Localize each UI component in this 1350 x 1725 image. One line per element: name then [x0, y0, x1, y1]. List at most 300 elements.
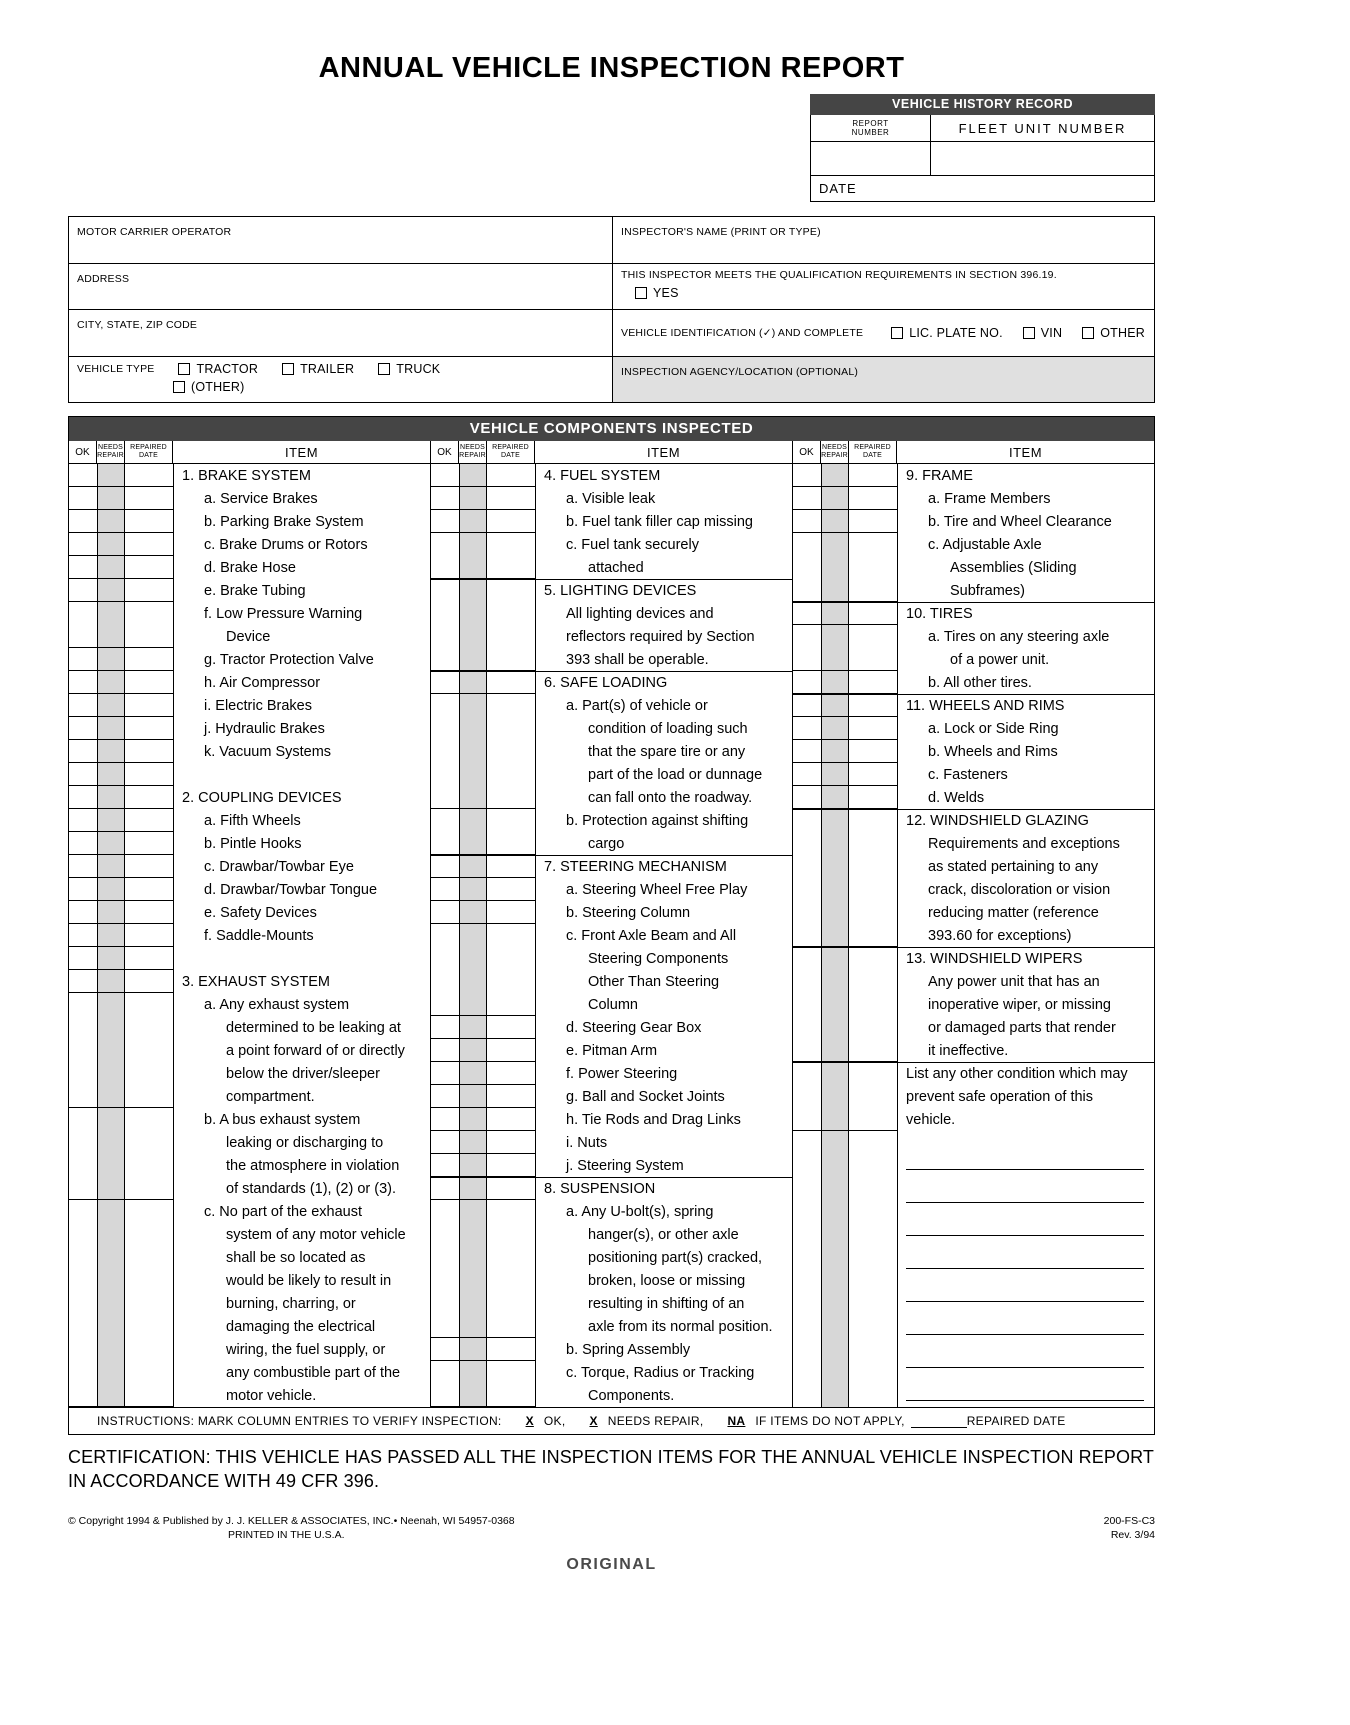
- repaired-date-cell[interactable]: [487, 809, 535, 832]
- needs-repair-cell[interactable]: [97, 901, 125, 924]
- ok-cell[interactable]: [431, 1223, 459, 1246]
- tractor-checkbox[interactable]: [178, 362, 258, 376]
- repaired-date-cell[interactable]: [849, 1063, 897, 1085]
- needs-repair-cell[interactable]: [97, 1292, 125, 1315]
- needs-repair-cell[interactable]: [459, 993, 487, 1016]
- ok-cell[interactable]: [431, 809, 459, 832]
- ok-cell[interactable]: [69, 1108, 97, 1131]
- needs-repair-cell[interactable]: [821, 579, 849, 602]
- needs-repair-cell[interactable]: [459, 1131, 487, 1154]
- repaired-date-cell[interactable]: [849, 832, 897, 855]
- ok-cell[interactable]: [431, 1178, 459, 1200]
- ok-cell[interactable]: [69, 1062, 97, 1085]
- repaired-date-cell[interactable]: [487, 1292, 535, 1315]
- ok-cell[interactable]: [431, 510, 459, 533]
- needs-repair-cell[interactable]: [459, 510, 487, 533]
- ok-cell[interactable]: [69, 556, 97, 579]
- ok-cell[interactable]: [793, 924, 821, 947]
- ok-cell[interactable]: [69, 671, 97, 694]
- needs-repair-cell[interactable]: [459, 740, 487, 763]
- ok-cell[interactable]: [431, 901, 459, 924]
- needs-repair-cell[interactable]: [97, 1384, 125, 1407]
- write-in-line[interactable]: [906, 1170, 1144, 1203]
- needs-repair-cell[interactable]: [821, 901, 849, 924]
- repaired-date-cell[interactable]: [125, 556, 173, 579]
- truck-checkbox[interactable]: [378, 362, 440, 376]
- repaired-date-cell[interactable]: [125, 717, 173, 740]
- repaired-date-cell[interactable]: [849, 579, 897, 602]
- needs-repair-cell[interactable]: [821, 855, 849, 878]
- needs-repair-cell[interactable]: [459, 1062, 487, 1085]
- needs-repair-cell[interactable]: [97, 832, 125, 855]
- ok-cell[interactable]: [69, 1200, 97, 1223]
- ok-cell[interactable]: [69, 625, 97, 648]
- repaired-date-cell[interactable]: [849, 464, 897, 487]
- ok-cell[interactable]: [793, 579, 821, 602]
- repaired-date-cell[interactable]: [849, 603, 897, 625]
- repaired-date-cell[interactable]: [125, 855, 173, 878]
- ok-cell[interactable]: [431, 717, 459, 740]
- repaired-date-cell[interactable]: [487, 1108, 535, 1131]
- needs-repair-cell[interactable]: [821, 740, 849, 763]
- needs-repair-cell[interactable]: [459, 1016, 487, 1039]
- ok-cell[interactable]: [69, 901, 97, 924]
- needs-repair-cell[interactable]: [821, 832, 849, 855]
- ok-cell[interactable]: [793, 993, 821, 1016]
- needs-repair-cell[interactable]: [459, 1200, 487, 1223]
- repaired-date-cell[interactable]: [125, 1292, 173, 1315]
- needs-repair-cell[interactable]: [821, 510, 849, 533]
- ok-cell[interactable]: [431, 1039, 459, 1062]
- repaired-date-cell[interactable]: [487, 556, 535, 579]
- needs-repair-cell[interactable]: [821, 1131, 849, 1407]
- repaired-date-cell[interactable]: [849, 556, 897, 579]
- needs-repair-cell[interactable]: [97, 487, 125, 510]
- repaired-date-cell[interactable]: [487, 786, 535, 809]
- needs-repair-cell[interactable]: [459, 809, 487, 832]
- repaired-date-cell[interactable]: [125, 878, 173, 901]
- repaired-date-cell[interactable]: [125, 1315, 173, 1338]
- ok-cell[interactable]: [793, 763, 821, 786]
- ok-cell[interactable]: [431, 993, 459, 1016]
- ok-cell[interactable]: [431, 970, 459, 993]
- ok-cell[interactable]: [69, 1315, 97, 1338]
- needs-repair-cell[interactable]: [97, 786, 125, 809]
- needs-repair-cell[interactable]: [821, 625, 849, 648]
- ok-cell[interactable]: [793, 970, 821, 993]
- repaired-date-cell[interactable]: [487, 1361, 535, 1384]
- ok-cell[interactable]: [69, 855, 97, 878]
- needs-repair-cell[interactable]: [459, 856, 487, 878]
- ok-cell[interactable]: [793, 717, 821, 740]
- needs-repair-cell[interactable]: [459, 924, 487, 947]
- repaired-date-cell[interactable]: [487, 1269, 535, 1292]
- repaired-date-cell[interactable]: [125, 809, 173, 832]
- repaired-date-cell[interactable]: [487, 533, 535, 556]
- ok-cell[interactable]: [431, 763, 459, 786]
- repaired-date-cell[interactable]: [487, 1338, 535, 1361]
- repaired-date-cell[interactable]: [849, 786, 897, 809]
- needs-repair-cell[interactable]: [459, 901, 487, 924]
- ok-cell[interactable]: [431, 1361, 459, 1384]
- repaired-date-cell[interactable]: [125, 671, 173, 694]
- ok-cell[interactable]: [431, 1269, 459, 1292]
- ok-cell[interactable]: [431, 1292, 459, 1315]
- repaired-date-cell[interactable]: [125, 1154, 173, 1177]
- ok-cell[interactable]: [69, 924, 97, 947]
- repaired-date-cell[interactable]: [487, 672, 535, 694]
- needs-repair-cell[interactable]: [97, 1154, 125, 1177]
- needs-repair-cell[interactable]: [459, 1384, 487, 1407]
- ok-cell[interactable]: [69, 878, 97, 901]
- ok-cell[interactable]: [431, 856, 459, 878]
- repaired-date-cell[interactable]: [487, 1154, 535, 1177]
- needs-repair-cell[interactable]: [97, 878, 125, 901]
- ok-cell[interactable]: [431, 924, 459, 947]
- repaired-date-cell[interactable]: [125, 740, 173, 763]
- repaired-date-cell[interactable]: [125, 970, 173, 993]
- ok-cell[interactable]: [69, 602, 97, 625]
- repaired-date-cell[interactable]: [125, 1062, 173, 1085]
- repaired-date-cell[interactable]: [849, 695, 897, 717]
- repaired-date-cell[interactable]: [487, 1315, 535, 1338]
- repaired-date-cell[interactable]: [125, 648, 173, 671]
- repaired-date-cell[interactable]: [487, 970, 535, 993]
- repaired-date-cell[interactable]: [849, 648, 897, 671]
- repaired-date-cell[interactable]: [849, 671, 897, 694]
- ok-cell[interactable]: [431, 580, 459, 602]
- needs-repair-cell[interactable]: [459, 1085, 487, 1108]
- repaired-date-cell[interactable]: [487, 878, 535, 901]
- ok-cell[interactable]: [793, 1108, 821, 1131]
- needs-repair-cell[interactable]: [97, 579, 125, 602]
- repaired-date-cell[interactable]: [487, 648, 535, 671]
- write-in-line[interactable]: [906, 1203, 1144, 1236]
- ok-cell[interactable]: [431, 1108, 459, 1131]
- needs-repair-cell[interactable]: [821, 648, 849, 671]
- other-type-checkbox[interactable]: [173, 380, 244, 394]
- needs-repair-cell[interactable]: [459, 625, 487, 648]
- repaired-date-cell[interactable]: [849, 855, 897, 878]
- lic-plate-checkbox[interactable]: [891, 326, 1003, 340]
- ok-cell[interactable]: [431, 625, 459, 648]
- repaired-date-cell[interactable]: [487, 924, 535, 947]
- ok-cell[interactable]: [793, 556, 821, 579]
- write-in-line[interactable]: [906, 1236, 1144, 1269]
- repaired-date-cell[interactable]: [125, 1246, 173, 1269]
- ok-cell[interactable]: [431, 1016, 459, 1039]
- needs-repair-cell[interactable]: [459, 1246, 487, 1269]
- needs-repair-cell[interactable]: [821, 948, 849, 970]
- needs-repair-cell[interactable]: [821, 533, 849, 556]
- ok-cell[interactable]: [431, 1154, 459, 1177]
- ok-cell[interactable]: [69, 740, 97, 763]
- write-in-line[interactable]: [906, 1335, 1144, 1368]
- address-field[interactable]: [69, 264, 613, 310]
- needs-repair-cell[interactable]: [459, 1361, 487, 1384]
- ok-cell[interactable]: [793, 464, 821, 487]
- repaired-date-cell[interactable]: [849, 1085, 897, 1108]
- repaired-date-cell[interactable]: [125, 1131, 173, 1154]
- ok-cell[interactable]: [793, 1039, 821, 1062]
- city-state-zip-field[interactable]: [69, 310, 613, 357]
- repaired-date-cell[interactable]: [125, 924, 173, 947]
- repaired-date-cell[interactable]: [125, 1384, 173, 1407]
- repaired-date-cell[interactable]: [849, 901, 897, 924]
- ok-cell[interactable]: [431, 487, 459, 510]
- needs-repair-cell[interactable]: [97, 510, 125, 533]
- repaired-date-cell[interactable]: [487, 1223, 535, 1246]
- ok-cell[interactable]: [69, 510, 97, 533]
- needs-repair-cell[interactable]: [97, 556, 125, 579]
- repaired-date-cell[interactable]: [487, 901, 535, 924]
- repaired-date-cell[interactable]: [487, 1039, 535, 1062]
- repaired-date-cell[interactable]: [125, 763, 173, 786]
- ok-cell[interactable]: [69, 694, 97, 717]
- needs-repair-cell[interactable]: [821, 1039, 849, 1062]
- repaired-date-cell[interactable]: [125, 1177, 173, 1200]
- ok-cell[interactable]: [69, 1384, 97, 1407]
- repaired-date-cell[interactable]: [849, 1039, 897, 1062]
- needs-repair-cell[interactable]: [97, 1338, 125, 1361]
- needs-repair-cell[interactable]: [459, 717, 487, 740]
- needs-repair-cell[interactable]: [97, 855, 125, 878]
- ok-cell[interactable]: [793, 625, 821, 648]
- needs-repair-cell[interactable]: [459, 1154, 487, 1177]
- needs-repair-cell[interactable]: [459, 1223, 487, 1246]
- needs-repair-cell[interactable]: [97, 1039, 125, 1062]
- ok-cell[interactable]: [69, 786, 97, 809]
- needs-repair-cell[interactable]: [459, 763, 487, 786]
- repaired-date-cell[interactable]: [487, 1246, 535, 1269]
- repaired-date-cell[interactable]: [125, 1085, 173, 1108]
- needs-repair-cell[interactable]: [459, 1338, 487, 1361]
- repaired-date-cell[interactable]: [849, 878, 897, 901]
- repaired-date-cell[interactable]: [487, 717, 535, 740]
- needs-repair-cell[interactable]: [459, 487, 487, 510]
- ok-cell[interactable]: [431, 672, 459, 694]
- vin-checkbox[interactable]: [1023, 326, 1062, 340]
- repaired-date-cell[interactable]: [849, 1016, 897, 1039]
- write-in-line[interactable]: [906, 1269, 1144, 1302]
- repaired-date-cell[interactable]: [125, 1361, 173, 1384]
- repaired-date-cell[interactable]: [849, 993, 897, 1016]
- repaired-date-cell[interactable]: [849, 533, 897, 556]
- needs-repair-cell[interactable]: [821, 671, 849, 694]
- ok-cell[interactable]: [69, 464, 97, 487]
- repaired-date-cell[interactable]: [125, 1223, 173, 1246]
- needs-repair-cell[interactable]: [821, 810, 849, 832]
- repaired-date-cell[interactable]: [487, 1200, 535, 1223]
- ok-cell[interactable]: [69, 1154, 97, 1177]
- repaired-date-cell[interactable]: [849, 717, 897, 740]
- needs-repair-cell[interactable]: [97, 464, 125, 487]
- needs-repair-cell[interactable]: [97, 1062, 125, 1085]
- ok-cell[interactable]: [69, 717, 97, 740]
- ok-cell[interactable]: [431, 832, 459, 855]
- repaired-date-cell[interactable]: [487, 1178, 535, 1200]
- needs-repair-cell[interactable]: [459, 556, 487, 579]
- repaired-date-cell[interactable]: [125, 602, 173, 625]
- needs-repair-cell[interactable]: [97, 717, 125, 740]
- repaired-date-cell[interactable]: [125, 487, 173, 510]
- needs-repair-cell[interactable]: [97, 924, 125, 947]
- ok-cell[interactable]: [431, 740, 459, 763]
- ok-cell[interactable]: [431, 1085, 459, 1108]
- write-in-line[interactable]: [906, 1137, 1144, 1170]
- needs-repair-cell[interactable]: [459, 832, 487, 855]
- needs-repair-cell[interactable]: [821, 924, 849, 947]
- ok-cell[interactable]: [793, 878, 821, 901]
- repaired-date-cell[interactable]: [849, 1131, 897, 1407]
- repaired-date-cell[interactable]: [487, 740, 535, 763]
- needs-repair-cell[interactable]: [459, 672, 487, 694]
- ok-cell[interactable]: [69, 1016, 97, 1039]
- needs-repair-cell[interactable]: [97, 1177, 125, 1200]
- repaired-date-cell[interactable]: [487, 1085, 535, 1108]
- needs-repair-cell[interactable]: [459, 533, 487, 556]
- needs-repair-cell[interactable]: [821, 695, 849, 717]
- repaired-date-cell[interactable]: [125, 993, 173, 1016]
- needs-repair-cell[interactable]: [459, 1178, 487, 1200]
- repaired-date-cell[interactable]: [125, 1108, 173, 1131]
- ok-cell[interactable]: [793, 855, 821, 878]
- repaired-date-cell[interactable]: [125, 1269, 173, 1292]
- ok-cell[interactable]: [431, 947, 459, 970]
- ok-cell[interactable]: [793, 648, 821, 671]
- motor-carrier-field[interactable]: [69, 217, 613, 264]
- needs-repair-cell[interactable]: [821, 763, 849, 786]
- repaired-date-cell[interactable]: [849, 970, 897, 993]
- needs-repair-cell[interactable]: [97, 1200, 125, 1223]
- ok-cell[interactable]: [69, 970, 97, 993]
- date-field[interactable]: [857, 176, 1154, 201]
- needs-repair-cell[interactable]: [97, 993, 125, 1016]
- ok-cell[interactable]: [431, 694, 459, 717]
- repaired-date-cell[interactable]: [849, 763, 897, 786]
- repaired-date-cell[interactable]: [487, 1062, 535, 1085]
- needs-repair-cell[interactable]: [97, 763, 125, 786]
- ok-cell[interactable]: [69, 1177, 97, 1200]
- needs-repair-cell[interactable]: [97, 648, 125, 671]
- repaired-date-cell[interactable]: [125, 1016, 173, 1039]
- needs-repair-cell[interactable]: [97, 1246, 125, 1269]
- ok-cell[interactable]: [69, 1361, 97, 1384]
- ok-cell[interactable]: [69, 533, 97, 556]
- ok-cell[interactable]: [793, 533, 821, 556]
- needs-repair-cell[interactable]: [97, 1361, 125, 1384]
- repaired-date-cell[interactable]: [487, 993, 535, 1016]
- ok-cell[interactable]: [69, 947, 97, 970]
- needs-repair-cell[interactable]: [821, 464, 849, 487]
- repaired-date-cell[interactable]: [125, 464, 173, 487]
- needs-repair-cell[interactable]: [97, 970, 125, 993]
- needs-repair-cell[interactable]: [459, 1269, 487, 1292]
- repaired-date-cell[interactable]: [487, 694, 535, 717]
- needs-repair-cell[interactable]: [821, 717, 849, 740]
- ok-cell[interactable]: [69, 1292, 97, 1315]
- repaired-date-cell[interactable]: [487, 580, 535, 602]
- repaired-date-cell[interactable]: [487, 763, 535, 786]
- ok-cell[interactable]: [69, 648, 97, 671]
- repaired-date-cell[interactable]: [849, 810, 897, 832]
- needs-repair-cell[interactable]: [459, 648, 487, 671]
- needs-repair-cell[interactable]: [97, 671, 125, 694]
- ok-cell[interactable]: [69, 763, 97, 786]
- ok-cell[interactable]: [793, 832, 821, 855]
- needs-repair-cell[interactable]: [97, 809, 125, 832]
- repaired-date-cell[interactable]: [487, 856, 535, 878]
- ok-cell[interactable]: [69, 1223, 97, 1246]
- needs-repair-cell[interactable]: [97, 1223, 125, 1246]
- ok-cell[interactable]: [431, 1200, 459, 1223]
- repaired-date-cell[interactable]: [125, 533, 173, 556]
- needs-repair-cell[interactable]: [821, 1108, 849, 1131]
- trailer-checkbox[interactable]: [282, 362, 354, 376]
- ok-cell[interactable]: [69, 1039, 97, 1062]
- inspection-agency-field[interactable]: [613, 357, 1154, 402]
- report-number-field[interactable]: [811, 142, 930, 175]
- repaired-date-cell[interactable]: [849, 740, 897, 763]
- ok-cell[interactable]: [793, 786, 821, 809]
- repaired-date-cell[interactable]: [849, 1108, 897, 1131]
- ok-cell[interactable]: [69, 993, 97, 1016]
- repaired-date-cell[interactable]: [125, 625, 173, 648]
- repaired-date-cell[interactable]: [849, 625, 897, 648]
- ok-cell[interactable]: [431, 464, 459, 487]
- needs-repair-cell[interactable]: [97, 625, 125, 648]
- needs-repair-cell[interactable]: [97, 1131, 125, 1154]
- needs-repair-cell[interactable]: [459, 580, 487, 602]
- needs-repair-cell[interactable]: [459, 602, 487, 625]
- needs-repair-cell[interactable]: [459, 1039, 487, 1062]
- needs-repair-cell[interactable]: [459, 1315, 487, 1338]
- needs-repair-cell[interactable]: [459, 694, 487, 717]
- ok-cell[interactable]: [793, 1063, 821, 1085]
- repaired-date-cell[interactable]: [487, 487, 535, 510]
- repaired-date-cell[interactable]: [125, 1039, 173, 1062]
- repaired-date-cell[interactable]: [487, 602, 535, 625]
- needs-repair-cell[interactable]: [821, 603, 849, 625]
- needs-repair-cell[interactable]: [97, 1108, 125, 1131]
- needs-repair-cell[interactable]: [821, 1085, 849, 1108]
- ok-cell[interactable]: [793, 1016, 821, 1039]
- repaired-date-cell[interactable]: [487, 510, 535, 533]
- needs-repair-cell[interactable]: [821, 878, 849, 901]
- ok-cell[interactable]: [69, 1246, 97, 1269]
- needs-repair-cell[interactable]: [97, 533, 125, 556]
- inspector-name-field[interactable]: [613, 217, 1154, 264]
- ok-cell[interactable]: [431, 1246, 459, 1269]
- needs-repair-cell[interactable]: [821, 556, 849, 579]
- repaired-date-cell[interactable]: [849, 487, 897, 510]
- repaired-date-cell[interactable]: [487, 625, 535, 648]
- repaired-date-cell[interactable]: [487, 1016, 535, 1039]
- ok-cell[interactable]: [793, 740, 821, 763]
- needs-repair-cell[interactable]: [97, 602, 125, 625]
- ok-cell[interactable]: [793, 671, 821, 694]
- fleet-unit-field[interactable]: [931, 142, 1154, 175]
- repaired-date-cell[interactable]: [125, 1338, 173, 1361]
- ok-cell[interactable]: [431, 533, 459, 556]
- ok-cell[interactable]: [793, 1131, 821, 1407]
- write-in-line[interactable]: [906, 1302, 1144, 1335]
- repaired-date-cell[interactable]: [487, 1384, 535, 1407]
- ok-cell[interactable]: [69, 487, 97, 510]
- needs-repair-cell[interactable]: [97, 1016, 125, 1039]
- needs-repair-cell[interactable]: [459, 464, 487, 487]
- needs-repair-cell[interactable]: [97, 1269, 125, 1292]
